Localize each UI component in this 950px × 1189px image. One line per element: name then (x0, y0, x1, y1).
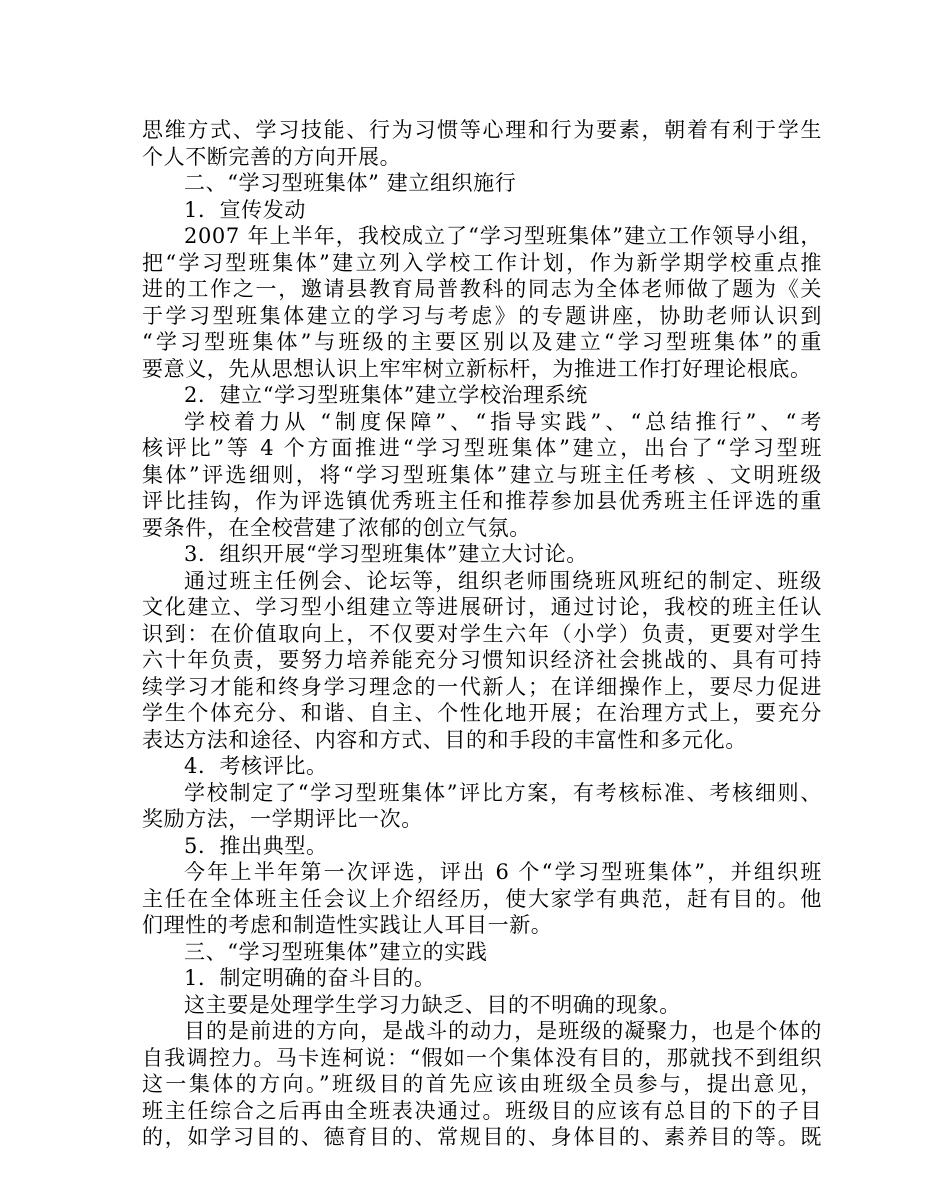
subsection-heading: 1．宣传发动 (184, 197, 306, 222)
text-line: 思维方式、学习技能、行为习惯等心理和行为要素，朝着有利于学生 (142, 118, 822, 142)
section-heading: 三、“学习型班集体”建立的实践 (184, 939, 488, 964)
text-line: 六十年负责，要努力培养能充分习惯知识经济社会挑战的、具有可持 (142, 648, 822, 672)
text-line: 集体”评选细则，将“学习型班集体”建立与班主任考核 、文明班级 (142, 462, 822, 487)
text-line: 奖励方法，一学期评比一次。 (142, 807, 423, 831)
subsection-heading: 4．考核评比。 (184, 754, 328, 778)
section-heading: 二、“学习型班集体” 建立组织施行 (184, 171, 517, 195)
text-line: 们理性的考虑和制造性实践让人耳目一新。 (142, 913, 553, 937)
text-line: 进的工作之一，邀请县教育局普教科的同志为全体老师做了题为《关 (142, 277, 822, 301)
document-page (142, 117, 822, 1151)
text-line: 核评比”等 4 个方面推进“学习型班集体”建立，出台了“学习型班 (142, 436, 822, 460)
text-line: 评比挂钩，作为评选镇优秀班主任和推荐参加县优秀班主任评选的重 (142, 489, 822, 513)
text-line: 班主任综合之后再由全班表决通过。班级目的应该有总目的下的子目 (142, 1098, 822, 1123)
text-line: 通过班主任例会、论坛等，组织老师围绕班风班纪的制定、班级 (184, 568, 822, 593)
text-line: 的，如学习目的、德育目的、常规目的、身体目的、素养目的等。既 (142, 1125, 822, 1149)
subsection-heading: 2．建立“学习型班集体”建立学校治理系统 (184, 383, 588, 407)
text-line: 学校制定了“学习型班集体”评比方案，有考核标准、考核细则、 (184, 780, 822, 805)
subsection-heading: 3．组织开展“学习型班集体”建立大讨论。 (184, 542, 588, 566)
text-line: 这一集体的方向。”班级目的首先应该由班级全员参与，提出意见， (142, 1072, 822, 1096)
text-line: 目的是前进的方向，是战斗的动力，是班级的凝聚力，也是个体的 (184, 1019, 822, 1043)
text-line: 主任在全体班主任会议上介绍经历，使大家学有典范，赶有目的。他 (142, 886, 822, 911)
text-line: 要条件，在全校营建了浓郁的创立气氛。 (142, 515, 531, 540)
text-line: 个人不断完善的方向开展。 (142, 144, 402, 169)
text-line: 2007 年上半年，我校成立了“学习型班集体”建立工作领导小组， (184, 224, 822, 248)
text-line: 学生个体充分、和谐、自主、个性化地开展；在治理方式上，要充分 (142, 701, 822, 725)
text-line: 续学习才能和终身学习理念的一代新人；在详细操作上，要尽力促进 (142, 674, 822, 699)
text-line: “学习型班集体”与班级的主要区别以及建立“学习型班集体”的重 (142, 330, 822, 354)
text-line: 自我调控力。马卡连柯说：“假如一个集体没有目的，那就找不到组织 (142, 1045, 822, 1070)
text-line: 今年上半年第一次评选，评出 6 个“学习型班集体”，并组织班 (184, 860, 822, 884)
subsection-heading: 1．制定明确的奋斗目的。 (184, 966, 436, 990)
text-line: 把“学习型班集体”建立列入学校工作计划，作为新学期学校重点推 (142, 250, 822, 275)
text-line: 于学习型班集体建立的学习与考虑》的专题讲座，协助老师认识到 (142, 303, 822, 328)
text-line: 表达方法和途径、内容和方式、目的和手段的丰富性和多元化。 (142, 727, 747, 752)
text-line: 要意义，先从思想认识上牢牢树立新标杆，为推进工作打好理论根底。 (142, 356, 812, 381)
text-line: 文化建立、学习型小组建立等进展研讨，通过讨论，我校的班主任认 (142, 595, 822, 619)
text-line: 这主要是处理学生学习力缺乏、目的不明确的现象。 (184, 992, 681, 1017)
text-line: 学校着力从 “制度保障”、“指导实践”、“总结推行”、“考 (184, 409, 822, 434)
subsection-heading: 5．推出典型。 (184, 833, 328, 858)
text-line: 识到：在价值取向上，不仅要对学生六年（小学）负责，更要对学生 (142, 621, 822, 646)
